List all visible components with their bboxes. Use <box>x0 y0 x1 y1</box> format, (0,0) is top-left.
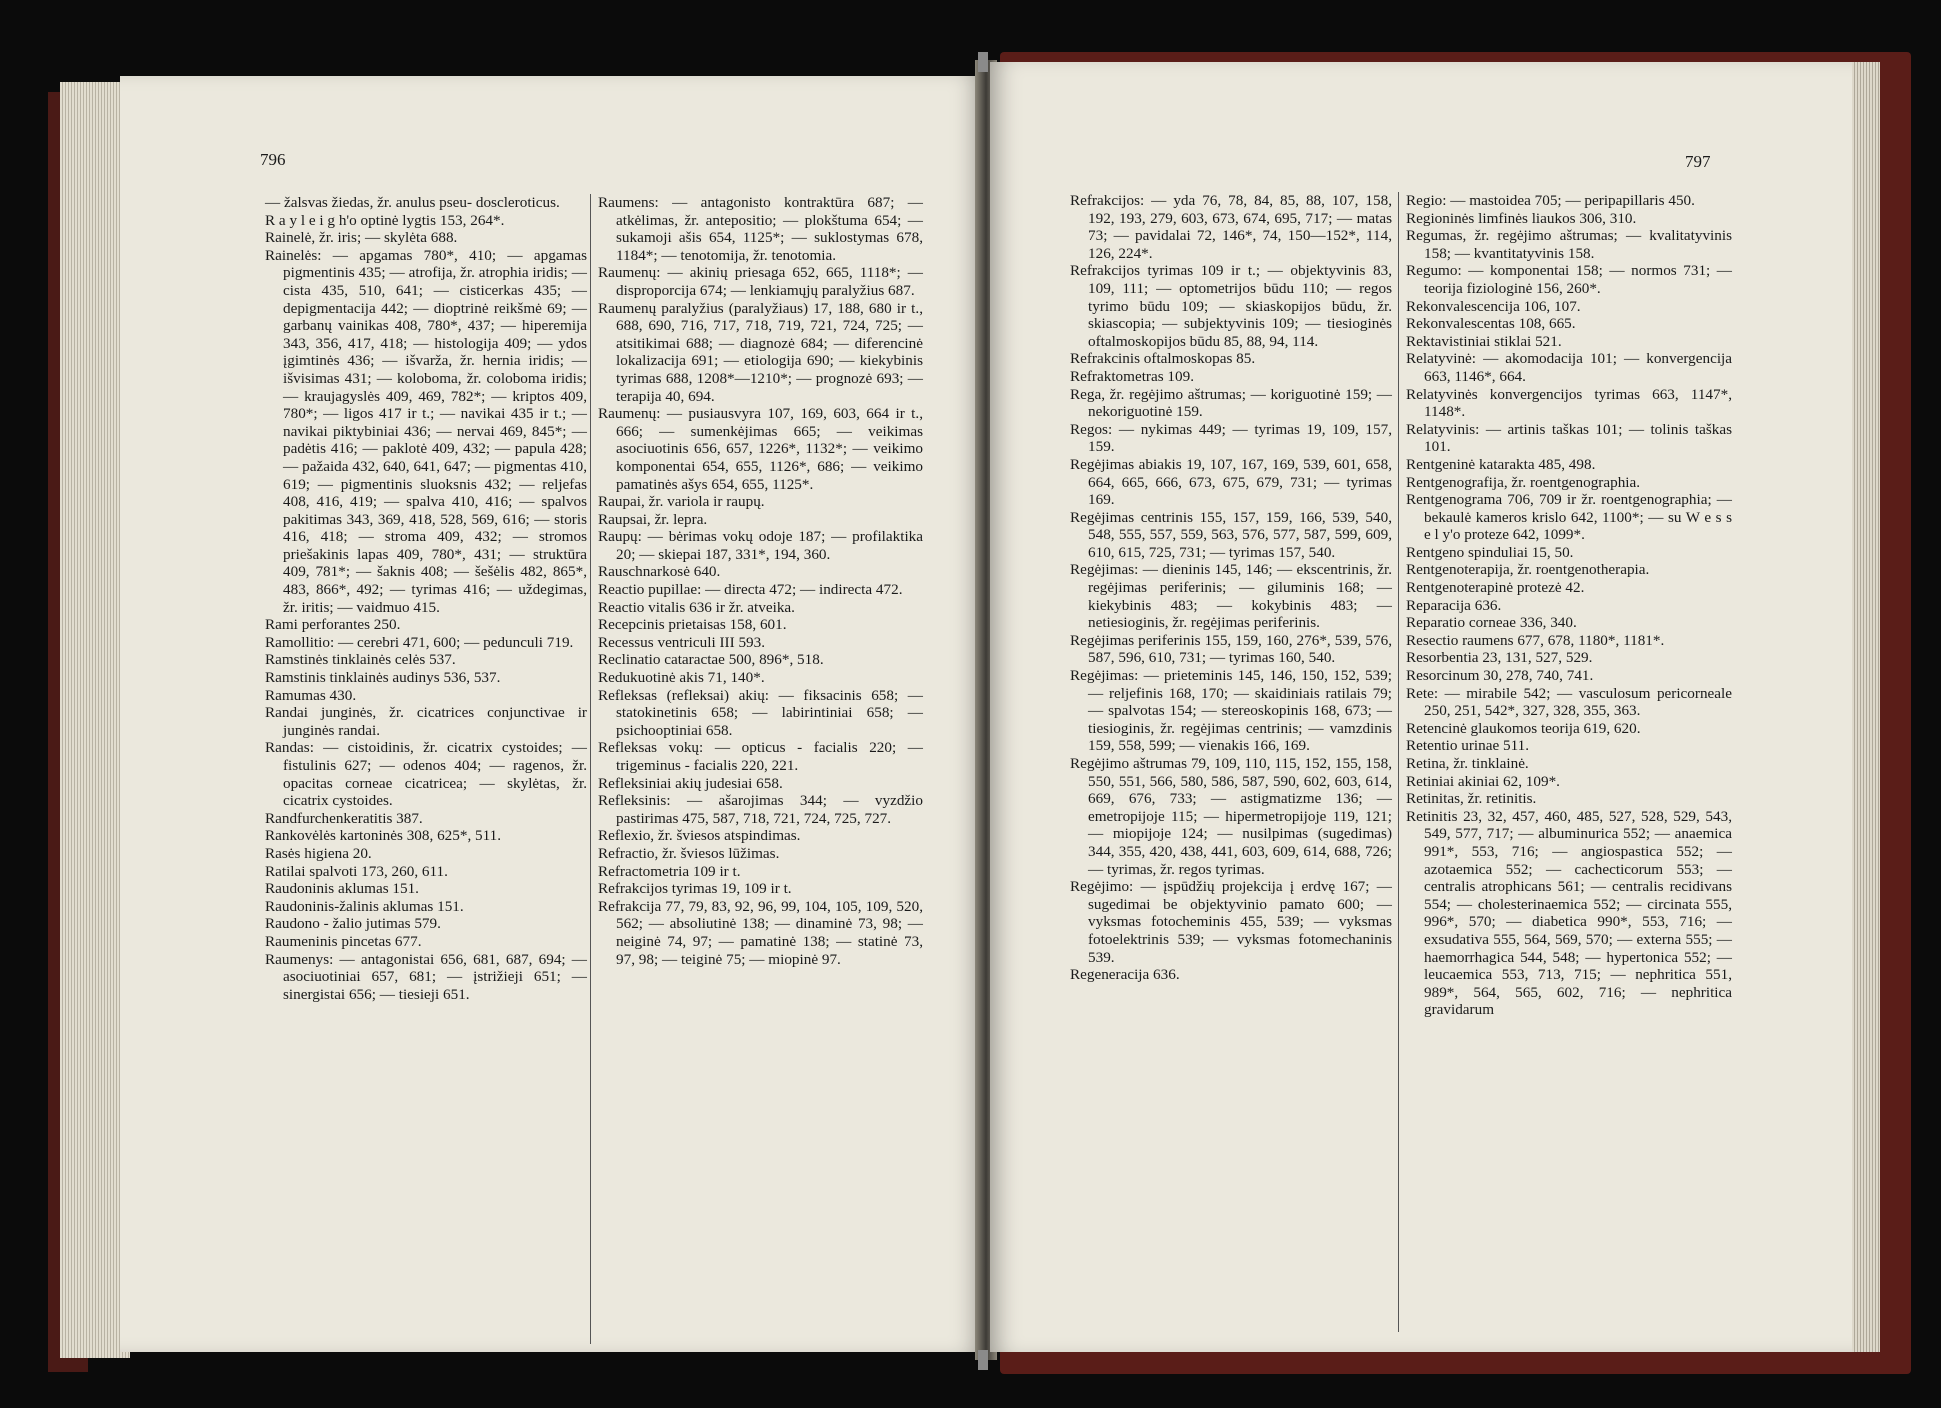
index-entry: Refrakcinis oftalmoskopas 85. <box>1070 350 1256 368</box>
index-entry: Rentgenograma 706, 709 ir žr. roentgenographia; — bekaulė kameros krislo 642, 1100*; — su W e s s e l y'o proteze 642, 1099*. <box>1406 491 1732 544</box>
index-entry: Resorcinum 30, 278, 740, 741. <box>1406 667 1594 685</box>
index-entry: Rentgenoterapinė protezė 42. <box>1406 579 1585 597</box>
index-entry: Ramumas 430. <box>265 686 357 704</box>
index-entry: Raudono - žalio jutimas 579. <box>265 915 441 933</box>
index-entry: Retiniai akiniai 62, 109*. <box>1406 772 1560 790</box>
index-entry: Resorbentia 23, 131, 527, 529. <box>1406 649 1593 667</box>
index-entry: Refleksiniai akių judesiai 658. <box>598 774 783 792</box>
index-entry: Ratilai spalvoti 173, 260, 611. <box>265 862 448 880</box>
index-entry: Regėjimo aštrumas 79, 109, 110, 115, 152, 155, 158, 550, 551, 566, 580, 586, 587, 590, 602, 603, 614, 669, 676, 733; — astigmatizme 136; — emetropijoje 115; — hipermetropijoje 119, 121; — miopijoje 124; — nusilpimas (sugedimas) 344, 355, 420, 438, 441, 603, 609, 614, 688, 726; — tyrimas, žr. regos tyrimas. <box>1070 755 1392 878</box>
index-entry: Rega, žr. regėjimo aštrumas; — koriguotinė 159; — nekoriguotinė 159. <box>1070 385 1392 421</box>
index-entry: — žalsvas žiedas, žr. anulus pseu- doscleroticus. <box>265 194 560 211</box>
index-entry: Retina, žr. tinklainė. <box>1406 755 1529 772</box>
index-entry: Rasės higiena 20. <box>265 844 372 862</box>
index-entry: Rete: — mirabile 542; — vasculosum pericorneale 250, 251, 542*, 327, 328, 355, 363. <box>1406 684 1732 720</box>
index-entry: Randai junginės, žr. cicatrices conjunctivae ir junginės randai. <box>265 704 587 739</box>
index-entry: Raumenų: — akinių priesaga 652, 665, 1118*; — disproporcija 674; — lenkiamųjų paralyžius 687. <box>598 264 923 299</box>
index-entry: Refleksas vokų: — opticus - facialis 220; — trigeminus - facialis 220, 221. <box>598 739 923 774</box>
index-entry: Rentgeno spinduliai 15, 50. <box>1406 543 1574 561</box>
index-entry: Refleksinis: — ašarojimas 344; — vyzdžio pastirimas 475, 587, 718, 721, 724, 725, 727. <box>598 792 923 827</box>
index-entry: Relatyvinė: — akomodacija 101; — konvergencija 663, 1146*, 664. <box>1406 350 1732 385</box>
index-entry: Rentgenografija, žr. roentgenographia. <box>1406 473 1641 491</box>
index-entry: Regėjimas centrinis 155, 157, 159, 166, 539, 540, 548, 555, 557, 559, 563, 576, 577, 587, 599, 609, 610, 615, 725, 731; — tyrimas 157, 540. <box>1070 508 1392 561</box>
index-entry: Rentgeninė katarakta 485, 498. <box>1406 455 1596 473</box>
column-divider <box>590 194 591 1344</box>
index-entry: Raumenys: — antagonistai 656, 681, 687, 694; — asociuotiniai 657, 681; — įstrižieji 651; — sinergistai 656; — tiesieji 651. <box>265 950 587 1003</box>
index-entry: Regioninės limfinės liaukos 306, 310. <box>1406 209 1637 227</box>
index-entry: Raumenų paralyžius (paralyžiaus) 17, 188, 680 ir t., 688, 690, 716, 717, 718, 719, 721, 724, 725; — atsitikimai 688; — diagnozė 684; — diferencinė lokalizacija 691; — etiologija 690; — kiekybinis tyrimas 688, 1208*—1210*; — prognozė 693; — terapija 40, 694. <box>598 299 923 405</box>
bookmark-ribbon <box>978 52 988 72</box>
index-entry: Refrakcijos tyrimas 19, 109 ir t. <box>598 880 792 898</box>
index-entry: Reparatio corneae 336, 340. <box>1406 614 1577 632</box>
index-entry: Raupsai, žr. lepra. <box>598 510 708 528</box>
index-entry: Raumens: — antagonisto kontraktūra 687; — atkėlimas, žr. antepositio; — plokštuma 654; — sukamoji ašis 654, 1125*; — suklostymas 678, 1184*; — tenotomija, žr. tenotomia. <box>598 194 923 264</box>
column-divider <box>1398 192 1399 1332</box>
index-entry: Refractio, žr. šviesos lūžimas. <box>598 844 780 862</box>
index-entry: Reparacija 636. <box>1406 596 1502 614</box>
index-entry: Regeneracija 636. <box>1070 966 1180 984</box>
index-entry: Regumo: — komponentai 158; — normos 731; — teorija fiziologinė 156, 260*. <box>1406 262 1732 297</box>
right-page <box>990 62 1852 1352</box>
index-entry: Regumas, žr. regėjimo aštrumas; — kvalitatyvinis 158; — kvantitatyvinis 158. <box>1406 227 1732 262</box>
index-entry: Reactio pupillae: — directa 472; — indirecta 472. <box>598 581 903 599</box>
index-entry: Rekonvalescencija 106, 107. <box>1406 297 1581 315</box>
index-entry: Randfurchenkeratitis 387. <box>265 809 423 827</box>
index-entry: Ramstinės tinklainės celės 537. <box>265 651 456 669</box>
index-entry: Regėjimas: — prieteminis 145, 146, 150, 152, 539; — reljefinis 168, 170; — skaidiniais ratilais 79; — spalvotas 154; — stereoskopinis 168, 673; — tiesioginis, žr. regėjimas centrinis; — vamzdinis 159, 558, 599; — vienakis 166, 169. <box>1070 667 1392 755</box>
index-column-left-2 <box>598 194 923 968</box>
index-entry: Relatyvinės konvergencijos tyrimas 663, 1147*, 1148*. <box>1406 385 1732 421</box>
index-entry: Refractometria 109 ir t. <box>598 862 741 880</box>
index-entry: Regos: — nykimas 449; — tyrimas 19, 109, 157, 159. <box>1070 420 1392 456</box>
index-entry: Reclinatio cataractae 500, 896*, 518. <box>598 651 824 669</box>
index-entry: Ramollitio: — cerebri 471, 600; — pedunculi 719. <box>265 633 574 651</box>
index-entry: Retinitis 23, 32, 457, 460, 485, 527, 528, 529, 543, 549, 577, 717; — albuminurica 552; — anaemica 991*, 553, 716; — angiospastica 552; — azotaemica 552; — cachecticorum 553; — centralis atrophicans 561; — centralis recidivans 554; — cholesterinaemica 552; — circinata 555, 996*, 570; — diabetica 990*, 553, 716; — exsudativa 555, 564, 569, 570; — externa 555; — haemorrhagica 544, 548; — hypertonica 552; — leucaemica 553, 713, 715; — nephritica 551, 989*, 564, 565, 602, 716; — nephritica gravidarum <box>1406 807 1732 1019</box>
index-entry: Raupų: — bėrimas vokų odoje 187; — profilaktika 20; — skiepai 187, 331*, 194, 360. <box>598 528 923 563</box>
index-entry: Ramstinis tinklainės audinys 536, 537. <box>265 669 501 687</box>
index-entry: Rauschnarkosė 640. <box>598 563 721 581</box>
index-entry: Rekonvalescentas 108, 665. <box>1406 315 1576 333</box>
index-entry: Retentio urinae 511. <box>1406 737 1530 755</box>
index-entry: Regėjimas abiakis 19, 107, 167, 169, 539, 601, 658, 664, 665, 666, 673, 675, 679, 731; — tyrimas 169. <box>1070 455 1392 509</box>
index-entry: Regėjimo: — įspūdžių projekcija į erdvę 167; — sugedimai be objektyvinio pamato 600; — vyksmas fotocheminis 455, 539; — vyksmas fotoelektrinis 539; — vyksmas fotomechaninis 539. <box>1070 878 1392 966</box>
index-entry: R a y l e i g h'o optinė lygtis 153, 264*. <box>265 211 505 229</box>
bookmark-ribbon <box>978 1350 988 1370</box>
index-entry: Refrakcija 77, 79, 83, 92, 96, 99, 104, 105, 109, 520, 562; — absoliutinė 138; — dinaminė 73, 98; — neiginė 74, 97; — pamatinė 138; — statinė 73, 97, 98; — teiginė 75; — miopinė 97. <box>598 897 923 968</box>
index-entry: Rainelės: — apgamas 780*, 410; — apgamas pigmentinis 435; — atrofija, žr. atrophia iridis; — cista 435, 510, 641; — cisticerkas 435; — depigmentacija 442; — dioptrinė reikšmė 69; — garbanų vainikas 408, 780*, 437; — hiperemija 343, 356, 417, 418; — histologija 409; — ydos įgimtinės 436; — išvarža, žr. hernia iridis; — išvisimas 431; — koloboma, žr. coloboma iridis; — kraujagyslės 409, 469, 782*; — kriptos 409, 780*; — ligos 417 ir t.; — navikai 435 ir t.; — navikai piktybiniai 436; — nervai 469, 845*; — padėtis 416; — paklotė 409, 432; — papula 428; — pažaida 432, 640, 641, 647; — pigmentas 410, 619; — pigmentinis sluoksnis 432; — reljefas 408, 416, 419; — spalva 410, 416; — spalvos pakitimas 343, 369, 418, 528, 569, 616; — storis 416, 418; — stroma 409, 432; — stromos priešakinis lapas 409, 780*, 431; — struktūra 409, 781*; — šaknis 408; — šešėlis 482, 865*, 483, 866*, 492; — tyrimas 416; — uždegimas, žr. iritis; — vaidmuo 415. <box>265 246 587 616</box>
index-column-left-1 <box>265 194 587 1003</box>
index-column-right-2 <box>1406 192 1732 1019</box>
index-entry: Recepcinis prietaisas 158, 601. <box>598 616 787 634</box>
page-number: 797 <box>1685 152 1711 171</box>
index-entry: Refrakcijos tyrimas 109 ir t.; — objektyvinis 83, 109, 111; — optometrijos būdu 110; — regos tyrimo būdu 109; — skiaskopijos būdu, žr. skiascopia; — subjektyvinis 109; — tiesioginės oftalmoskopijos būdu 85, 88, 94, 114. <box>1070 262 1392 350</box>
index-column-right-1 <box>1070 192 1392 984</box>
index-entry: Raudoninis-žalinis aklumas 151. <box>265 897 464 915</box>
index-entry: Reactio vitalis 636 ir žr. atveika. <box>598 598 795 616</box>
index-entry: Recessus ventriculi III 593. <box>598 633 766 651</box>
index-entry: Redukuotinė akis 71, 140*. <box>598 669 765 687</box>
page-number: 796 <box>260 150 286 169</box>
index-entry: Reflexio, žr. šviesos atspindimas. <box>598 827 801 845</box>
index-entry: Rainelė, žr. iris; — skylėta 688. <box>265 229 458 247</box>
index-entry: Raumeninis pincetas 677. <box>265 932 422 950</box>
index-entry: Refleksas (refleksai) akių: — fiksacinis 658; — statokinetinis 658; — labirintiniai 658; — psichooptiniai 658. <box>598 686 923 739</box>
index-entry: Regėjimas: — dieninis 145, 146; — ekscentrinis, žr. regėjimas periferinis; — giluminis 168; — kiekybinis 483; — kokybinis 483; — netiesioginis, žr. regėjimas periferinis. <box>1070 561 1392 632</box>
index-entry: Regio: — mastoidea 705; — peripapillaris 450. <box>1406 192 1695 209</box>
index-entry: Rami perforantes 250. <box>265 616 401 634</box>
index-entry: Relatyvinis: — artinis taškas 101; — tolinis taškas 101. <box>1406 420 1732 456</box>
left-page <box>120 76 982 1352</box>
index-entry: Retencinė glaukomos teorija 619, 620. <box>1406 719 1641 737</box>
index-entry: Randas: — cistoidinis, žr. cicatrix cystoides; — fistulinis 627; — odenos 404; — ragenos, žr. opacitas corneae cicatricea; — skylėtas, žr. cicatrix cystoides. <box>265 739 587 810</box>
index-entry: Retinitas, žr. retinitis. <box>1406 790 1537 808</box>
index-entry: Raupai, žr. variola ir raupų. <box>598 493 765 511</box>
index-entry: Raudoninis aklumas 151. <box>265 880 419 898</box>
index-entry: Raumenų: — pusiausvyra 107, 169, 603, 664 ir t., 666; — sumenkėjimas 665; — veikimas asociuotinis 656, 657, 1226*, 1132*; — veikimo komponentai 654, 655, 1126*, 686; — veikimo pamatinės ašys 654, 655, 1125*. <box>598 405 923 493</box>
index-entry: Regėjimas periferinis 155, 159, 160, 276*, 539, 576, 587, 596, 610, 731; — tyrimas 160, 540. <box>1070 631 1392 667</box>
index-entry: Resectio raumens 677, 678, 1180*, 1181*. <box>1406 631 1665 649</box>
index-entry: Rentgenoterapija, žr. roentgenotherapia. <box>1406 561 1650 579</box>
index-entry: Rektavistiniai stiklai 521. <box>1406 332 1562 350</box>
index-entry: Refraktometras 109. <box>1070 367 1194 385</box>
index-entry: Rankovėlės kartoninės 308, 625*, 511. <box>265 827 502 845</box>
index-entry: Refrakcijos: — yda 76, 78, 84, 85, 88, 107, 158, 192, 193, 279, 603, 673, 674, 695, 717; — matas 73; — pavidalai 72, 146*, 74, 150—152*, 114, 126, 224*. <box>1070 192 1392 262</box>
